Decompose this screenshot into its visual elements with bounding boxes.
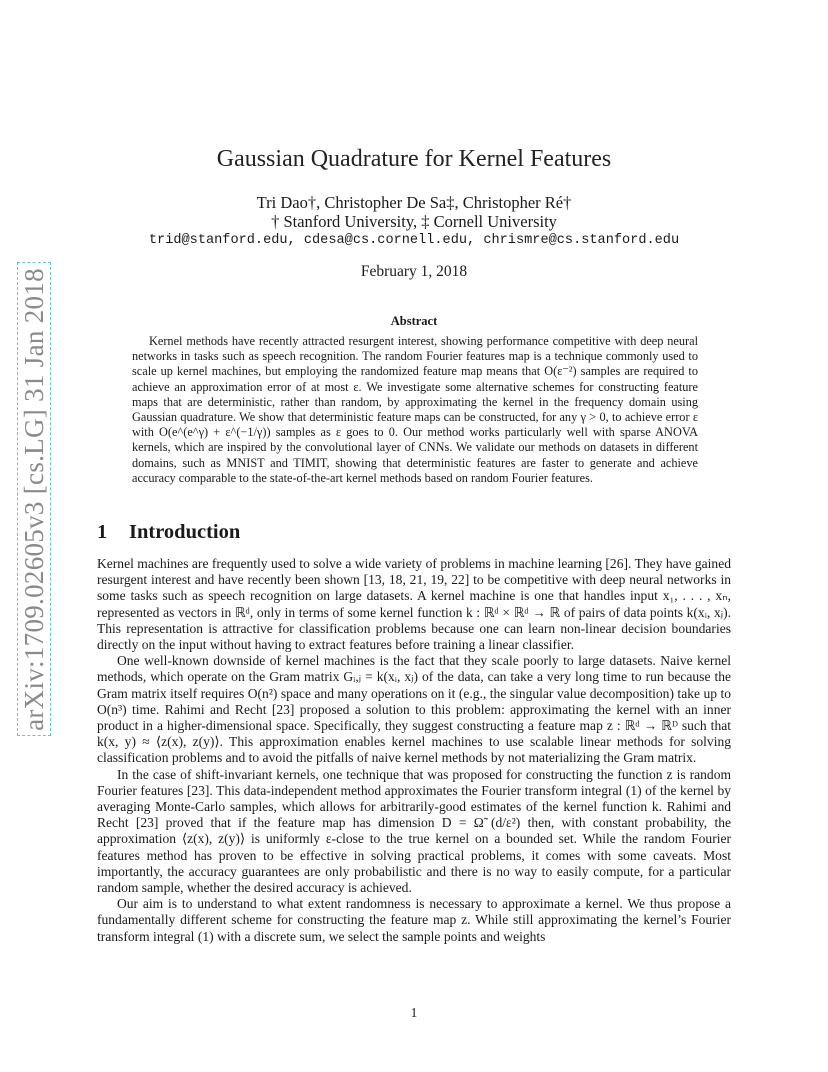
paper-title: Gaussian Quadrature for Kernel Features (216, 146, 612, 172)
section-body (97, 556, 731, 945)
arxiv-id: arXiv:1709.02605v3 [cs.LG] 31 Jan 2018 (18, 267, 49, 731)
section-title: Introduction (129, 521, 241, 543)
paper-authors: Tri Dao†, Christopher De Sa‡, Christopher Ré† (256, 193, 572, 212)
page-number: 1 (410, 1005, 418, 1020)
paper-date: February 1, 2018 (360, 263, 468, 280)
abstract-heading: Abstract (390, 314, 438, 328)
paragraph: Kernel machines are frequently used to solve a wide variety of problems in machine learning [26]. They have gained resurgent interest and have recently been shown [13, 18, 21, 19, 22] to be competitive with deep neural networks in some tasks such as speech recognition on large datasets. A kernel machine is one that handles input x₁, . . . , xₙ, represented as vectors in ℝᵈ, only in terms of some kernel function k : ℝᵈ × ℝᵈ → ℝ of pairs of data points k(xᵢ, xⱼ). This representation is attractive for classification problems because one can learn non-linear decision boundaries directly on the input without having to extract features before training a linear classifier. (97, 556, 731, 653)
paper-affiliations: † Stanford University, ‡ Cornell University (271, 212, 557, 231)
paragraph: One well-known downside of kernel machines is the fact that they scale poorly to large datasets. Naive kernel methods, which operate on the Gram matrix Gᵢ,ⱼ = k(xᵢ, xⱼ) of the data, can take a very long time to run because the Gram matrix itself requires O(n²) space and many operations on it (e.g., the singular value decomposition) take up to O(n³) time. Rahimi and Recht [23] proposed a solution to this problem: approximating the kernel with an inner product in a higher-dimensional space. Specifically, they suggest constructing a feature map z : ℝᵈ → ℝᴰ such that k(x, y) ≈ ⟨z(x), z(y)⟩. This approximation enables kernel machines to use scalable linear methods for solving classification problems and to avoid the pitfalls of naive kernel methods by not materializing the Gram matrix. (97, 653, 731, 766)
paper-emails: trid@stanford.edu, cdesa@cs.cornell.edu, chrismre@cs.stanford.edu (148, 233, 680, 248)
paragraph: Our aim is to understand to what extent randomness is necessary to approximate a kernel. We thus propose a fundamentally different scheme for constructing the feature map z. While still approximating the kernel’s Fourier transform integral (1) with a discrete sum, we select the sample points and weights (97, 896, 731, 944)
arxiv-side-stamp (17, 262, 51, 736)
abstract-text: Kernel methods have recently attracted resurgent interest, showing performance competitive with deep neural networks in tasks such as speech recognition. The random Fourier features map is a technique commonly used to scale up kernel machines, but employing the randomized feature map means that O(ε⁻²) samples are required to achieve an approximation error of at most ε. We investigate some alternative schemes for constructing feature maps that are deterministic, rather than random, by approximating the kernel in the frequency domain using Gaussian quadrature. We show that deterministic feature maps can be constructed, for any γ > 0, to achieve error ε with O(e^(e^γ) + ε^(−1/γ)) samples as ε goes to 0. Our method works particularly well with sparse ANOVA kernels, which are inspired by the convolutional layer of CNNs. We validate our methods on datasets in different domains, such as MNIST and TIMIT, showing that deterministic features are faster to generate and achieve accuracy comparable to the state-of-the-art kernel methods based on random Fourier features. (132, 334, 698, 485)
section-number: 1 (97, 521, 108, 543)
section-heading (97, 521, 240, 544)
paragraph: In the case of shift-invariant kernels, one technique that was proposed for constructing the function z is random Fourier features [23]. This data-independent method approximates the Fourier transform integral (1) of the kernel by averaging Monte-Carlo samples, which allows for arbitrarily-good estimates of the kernel function k. Rahimi and Recht [23] proved that if the feature map has dimension D = Ω̃ (d/ε²) then, with constant probability, the approximation ⟨z(x), z(y)⟩ is uniformly ε-close to the true kernel on a bounded set. While the random Fourier features method has proven to be effective in solving practical problems, it comes with some caveats. Most importantly, the accuracy guarantees are only probabilistic and there is no way to easily compute, for a particular random sample, whether the desired accuracy is achieved. (97, 766, 731, 896)
